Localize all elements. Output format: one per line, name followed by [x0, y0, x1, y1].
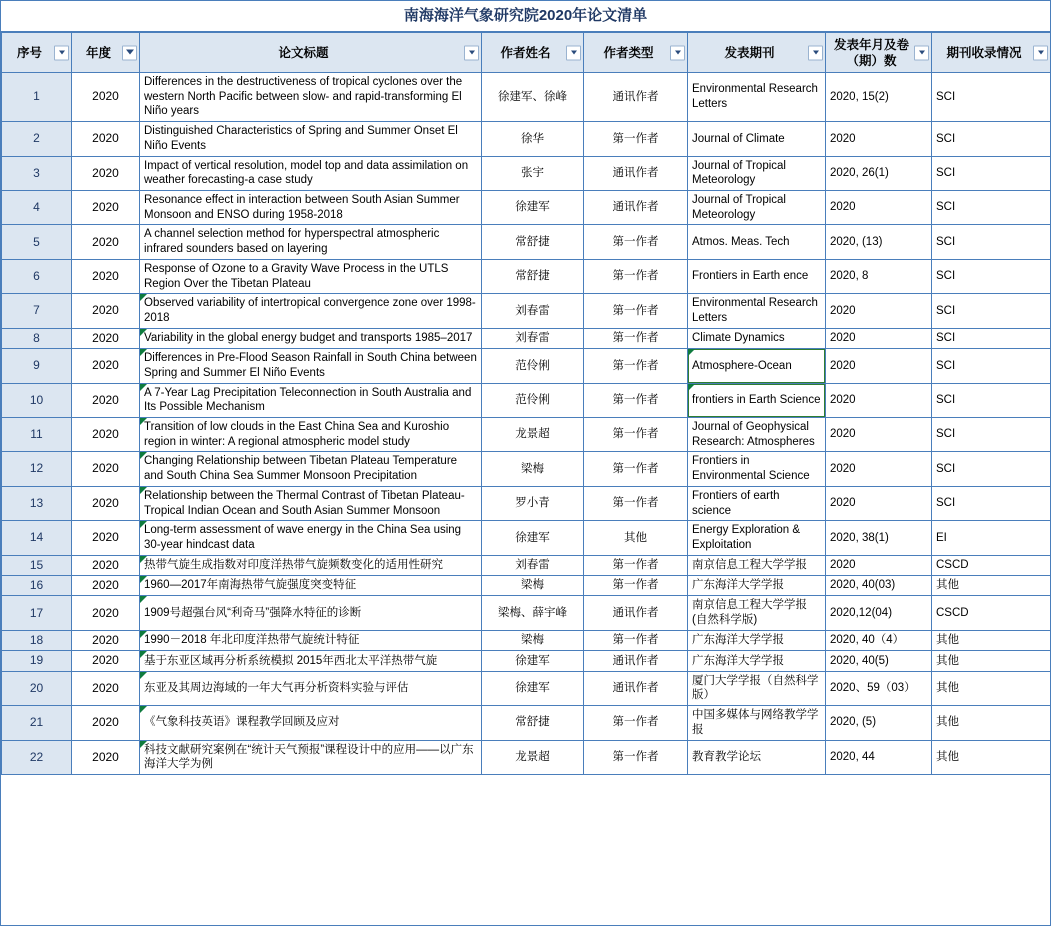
table-row[interactable] — [2, 73, 1051, 122]
cell-type[interactable]: 第一作者 — [584, 225, 688, 259]
cell-no[interactable]: 8 — [2, 328, 72, 348]
cell-type[interactable]: 第一作者 — [584, 630, 688, 650]
cell-index[interactable]: SCI — [932, 294, 1051, 328]
cell-journal[interactable]: 厦门大学学报（自然科学版） — [688, 671, 826, 705]
cell-type[interactable]: 第一作者 — [584, 740, 688, 774]
cell-no[interactable]: 4 — [2, 191, 72, 225]
cell-title[interactable]: 科技文献研究案例在“统计天气预报”课程设计中的应用——以广东海洋大学为例 — [140, 740, 482, 774]
cell-title[interactable]: Long-term assessment of wave energy in the China Sea using 30-year hindcast data — [140, 521, 482, 555]
cell-index[interactable]: SCI — [932, 383, 1051, 417]
cell-type[interactable]: 第一作者 — [584, 706, 688, 740]
cell-journal[interactable]: Journal of Tropical Meteorology — [688, 191, 826, 225]
cell-issue[interactable]: 2020, 38(1) — [826, 521, 932, 555]
cell-no[interactable]: 1 — [2, 73, 72, 122]
cell-index[interactable]: 其他 — [932, 651, 1051, 671]
cell-no[interactable]: 5 — [2, 225, 72, 259]
cell-year[interactable]: 2020 — [72, 156, 140, 190]
cell-author[interactable]: 刘春雷 — [482, 328, 584, 348]
column-header-issue-label: 发表年月及卷（期）数 — [833, 37, 909, 68]
cell-no[interactable]: 21 — [2, 706, 72, 740]
column-header-journal — [688, 33, 826, 73]
cell-no[interactable]: 11 — [2, 418, 72, 452]
cell-year[interactable]: 2020 — [72, 349, 140, 383]
table-row[interactable] — [2, 596, 1051, 630]
cell-year[interactable]: 2020 — [72, 73, 140, 122]
cell-author[interactable]: 龙景超 — [482, 418, 584, 452]
cell-year[interactable]: 2020 — [72, 521, 140, 555]
cell-journal[interactable]: 南京信息工程大学学报 — [688, 555, 826, 575]
cell-author[interactable]: 张宇 — [482, 156, 584, 190]
cell-author[interactable]: 范伶俐 — [482, 349, 584, 383]
cell-year[interactable]: 2020 — [72, 486, 140, 520]
cell-author[interactable]: 徐建军 — [482, 651, 584, 671]
cell-index[interactable]: SCI — [932, 73, 1051, 122]
cell-year[interactable]: 2020 — [72, 740, 140, 774]
cell-type[interactable]: 第一作者 — [584, 122, 688, 156]
cell-issue[interactable]: 2020 — [826, 486, 932, 520]
table-header-row — [2, 33, 1051, 73]
cell-issue[interactable]: 2020, (5) — [826, 706, 932, 740]
cell-title[interactable]: 1960—2017年南海热带气旋强度突变特征 — [140, 576, 482, 596]
cell-journal[interactable]: frontiers in Earth Science — [688, 383, 826, 417]
cell-no[interactable]: 7 — [2, 294, 72, 328]
cell-title[interactable]: 东亚及其周边海域的一年大气再分析资料实验与评估 — [140, 671, 482, 705]
cell-issue[interactable]: 2020, 26(1) — [826, 156, 932, 190]
column-header-index — [932, 33, 1051, 73]
cell-year[interactable]: 2020 — [72, 555, 140, 575]
cell-no[interactable]: 6 — [2, 259, 72, 293]
cell-issue[interactable]: 2020、59（03） — [826, 671, 932, 705]
cell-journal[interactable]: Atmos. Meas. Tech — [688, 225, 826, 259]
cell-type[interactable]: 第一作者 — [584, 486, 688, 520]
cell-no[interactable]: 15 — [2, 555, 72, 575]
column-header-issue — [826, 33, 932, 73]
table-row[interactable] — [2, 486, 1051, 520]
cell-no[interactable]: 17 — [2, 596, 72, 630]
cell-index[interactable]: EI — [932, 521, 1051, 555]
cell-index[interactable]: SCI — [932, 122, 1051, 156]
cell-issue[interactable]: 2020, (13) — [826, 225, 932, 259]
cell-author[interactable]: 梁梅、薛宇峰 — [482, 596, 584, 630]
cell-type[interactable]: 第一作者 — [584, 418, 688, 452]
cell-journal[interactable]: 广东海洋大学学报 — [688, 630, 826, 650]
cell-type[interactable]: 第一作者 — [584, 383, 688, 417]
column-header-title — [140, 33, 482, 73]
filter-dropdown-author-icon[interactable] — [566, 45, 581, 60]
cell-title[interactable]: Differences in the destructiveness of tropical cyclones over the western North Pacific between slow- and rapid-transforming El Niño years — [140, 73, 482, 122]
cell-index[interactable]: SCI — [932, 418, 1051, 452]
cell-title[interactable]: 1990－2018 年北印度洋热带气旋统计特征 — [140, 630, 482, 650]
cell-year[interactable]: 2020 — [72, 294, 140, 328]
table-row[interactable] — [2, 452, 1051, 486]
filter-dropdown-journal-icon[interactable] — [808, 45, 823, 60]
cell-issue[interactable]: 2020, 40(03) — [826, 576, 932, 596]
column-header-no-label: 序号 — [16, 45, 42, 60]
cell-title[interactable]: Distinguished Characteristics of Spring and Summer Onset El Niño Events — [140, 122, 482, 156]
cell-journal[interactable]: Journal of Tropical Meteorology — [688, 156, 826, 190]
cell-year[interactable]: 2020 — [72, 651, 140, 671]
cell-author[interactable]: 范伶俐 — [482, 383, 584, 417]
filter-dropdown-issue-icon[interactable] — [914, 45, 929, 60]
page-title: 南海海洋气象研究院2020年论文清单 — [1, 1, 1050, 32]
cell-issue[interactable]: 2020 — [826, 328, 932, 348]
cell-author[interactable]: 梁梅 — [482, 630, 584, 650]
table-row[interactable] — [2, 259, 1051, 293]
cell-index[interactable]: SCI — [932, 349, 1051, 383]
cell-author[interactable]: 常舒捷 — [482, 706, 584, 740]
cell-year[interactable]: 2020 — [72, 671, 140, 705]
cell-journal[interactable]: Frontiers of earth science — [688, 486, 826, 520]
cell-type[interactable]: 第一作者 — [584, 349, 688, 383]
table-row[interactable] — [2, 156, 1051, 190]
column-header-year — [72, 33, 140, 73]
cell-no[interactable]: 9 — [2, 349, 72, 383]
cell-index[interactable]: SCI — [932, 452, 1051, 486]
cell-issue[interactable]: 2020 — [826, 349, 932, 383]
column-header-title-label: 论文标题 — [278, 45, 329, 60]
column-header-year-label: 年度 — [85, 45, 111, 60]
cell-no[interactable]: 12 — [2, 452, 72, 486]
cell-year[interactable]: 2020 — [72, 259, 140, 293]
cell-issue[interactable]: 2020, 8 — [826, 259, 932, 293]
cell-journal[interactable]: 中国多媒体与网络教学学报 — [688, 706, 826, 740]
cell-author[interactable]: 徐建军 — [482, 521, 584, 555]
table-row[interactable] — [2, 651, 1051, 671]
cell-no[interactable]: 14 — [2, 521, 72, 555]
cell-no[interactable]: 10 — [2, 383, 72, 417]
cell-author[interactable]: 梁梅 — [482, 452, 584, 486]
cell-index[interactable]: 其他 — [932, 706, 1051, 740]
cell-issue[interactable]: 2020, 40（4） — [826, 630, 932, 650]
column-header-index-label: 期刊收录情况 — [946, 45, 1022, 60]
cell-type[interactable]: 第一作者 — [584, 328, 688, 348]
cell-type[interactable]: 第一作者 — [584, 259, 688, 293]
cell-issue[interactable]: 2020, 44 — [826, 740, 932, 774]
filter-funnel-year-icon[interactable] — [122, 45, 137, 60]
column-header-type — [584, 33, 688, 73]
cell-year[interactable]: 2020 — [72, 576, 140, 596]
cell-no[interactable]: 2 — [2, 122, 72, 156]
cell-year[interactable]: 2020 — [72, 328, 140, 348]
cell-title[interactable]: Changing Relationship between Tibetan Plateau Temperature and South China Sea Summer Monsoon Precipitation — [140, 452, 482, 486]
cell-author[interactable]: 龙景超 — [482, 740, 584, 774]
cell-journal[interactable]: Frontiers in Earth ence — [688, 259, 826, 293]
table-row[interactable] — [2, 122, 1051, 156]
cell-title[interactable]: A channel selection method for hyperspectral atmospheric infrared sounders based on layering — [140, 225, 482, 259]
cell-issue[interactable]: 2020 — [826, 122, 932, 156]
cell-journal[interactable]: Frontiers in Environmental Science — [688, 452, 826, 486]
cell-year[interactable]: 2020 — [72, 225, 140, 259]
cell-index[interactable]: CSCD — [932, 555, 1051, 575]
table-body — [2, 73, 1051, 775]
cell-journal[interactable]: 广东海洋大学学报 — [688, 651, 826, 671]
cell-index[interactable]: 其他 — [932, 630, 1051, 650]
cell-no[interactable]: 3 — [2, 156, 72, 190]
cell-journal[interactable]: 南京信息工程大学学报(自然科学版) — [688, 596, 826, 630]
cell-issue[interactable]: 2020 — [826, 418, 932, 452]
cell-issue[interactable]: 2020, 15(2) — [826, 73, 932, 122]
cell-title[interactable]: Variability in the global energy budget and transports 1985–2017 — [140, 328, 482, 348]
column-header-journal-label: 发表期刊 — [724, 45, 775, 60]
cell-issue[interactable]: 2020 — [826, 452, 932, 486]
column-header-no — [2, 33, 72, 73]
cell-index[interactable]: SCI — [932, 486, 1051, 520]
cell-type[interactable]: 其他 — [584, 521, 688, 555]
cell-issue[interactable]: 2020 — [826, 294, 932, 328]
cell-issue[interactable]: 2020, 40(5) — [826, 651, 932, 671]
cell-no[interactable]: 20 — [2, 671, 72, 705]
cell-year[interactable]: 2020 — [72, 630, 140, 650]
cell-issue[interactable]: 2020,12(04) — [826, 596, 932, 630]
cell-index[interactable]: 其他 — [932, 671, 1051, 705]
cell-type[interactable]: 通讯作者 — [584, 191, 688, 225]
cell-no[interactable]: 16 — [2, 576, 72, 596]
cell-title[interactable]: 《气象科技英语》课程教学回顾及应对 — [140, 706, 482, 740]
cell-author[interactable]: 徐建军、徐峰 — [482, 73, 584, 122]
cell-index[interactable]: SCI — [932, 328, 1051, 348]
cell-author[interactable]: 梁梅 — [482, 576, 584, 596]
cell-journal[interactable]: Atmosphere-Ocean — [688, 349, 826, 383]
cell-index[interactable]: CSCD — [932, 596, 1051, 630]
cell-title[interactable]: 基于东亚区域再分析系统模拟 2015年西北太平洋热带气旋 — [140, 651, 482, 671]
table-row[interactable] — [2, 706, 1051, 740]
cell-author[interactable]: 罗小青 — [482, 486, 584, 520]
cell-author[interactable]: 徐建军 — [482, 671, 584, 705]
cell-type[interactable]: 第一作者 — [584, 452, 688, 486]
cell-author[interactable]: 刘春雷 — [482, 555, 584, 575]
cell-title[interactable]: Resonance effect in interaction between South Asian Summer Monsoon and ENSO during 1958-2018 — [140, 191, 482, 225]
filter-dropdown-index-icon[interactable] — [1033, 45, 1048, 60]
table-row[interactable] — [2, 349, 1051, 383]
cell-no[interactable]: 19 — [2, 651, 72, 671]
cell-journal[interactable]: Climate Dynamics — [688, 328, 826, 348]
table-row[interactable] — [2, 521, 1051, 555]
table-row[interactable] — [2, 383, 1051, 417]
table-row[interactable] — [2, 555, 1051, 575]
cell-title[interactable]: Impact of vertical resolution, model top and data assimilation on weather forecasting-a case study — [140, 156, 482, 190]
column-header-type-label: 作者类型 — [603, 45, 654, 60]
cell-type[interactable]: 通讯作者 — [584, 156, 688, 190]
cell-no[interactable]: 18 — [2, 630, 72, 650]
cell-issue[interactable]: 2020 — [826, 191, 932, 225]
cell-index[interactable]: 其他 — [932, 740, 1051, 774]
cell-no[interactable]: 22 — [2, 740, 72, 774]
column-header-author-label: 作者姓名 — [500, 45, 551, 60]
cell-index[interactable]: SCI — [932, 191, 1051, 225]
cell-journal[interactable]: Environmental Research Letters — [688, 73, 826, 122]
cell-year[interactable]: 2020 — [72, 191, 140, 225]
cell-index[interactable]: 其他 — [932, 576, 1051, 596]
cell-type[interactable]: 第一作者 — [584, 576, 688, 596]
papers-table — [1, 32, 1051, 775]
cell-type[interactable]: 第一作者 — [584, 294, 688, 328]
cell-year[interactable]: 2020 — [72, 383, 140, 417]
cell-title[interactable]: A 7-Year Lag Precipitation Teleconnection in South Australia and Its Possible Mechanism — [140, 383, 482, 417]
cell-index[interactable]: SCI — [932, 156, 1051, 190]
table-row[interactable] — [2, 418, 1051, 452]
cell-title[interactable]: Relationship between the Thermal Contrast of Tibetan Plateau-Tropical Indian Ocean and South Asian Summer Monsoon — [140, 486, 482, 520]
cell-type[interactable]: 通讯作者 — [584, 596, 688, 630]
cell-title[interactable]: Differences in Pre-Flood Season Rainfall in South China between Spring and Summer El Niño Events — [140, 349, 482, 383]
cell-journal[interactable]: Environmental Research Letters — [688, 294, 826, 328]
cell-journal[interactable]: Energy Exploration & Exploitation — [688, 521, 826, 555]
cell-author[interactable]: 徐建军 — [482, 191, 584, 225]
cell-author[interactable]: 徐华 — [482, 122, 584, 156]
cell-year[interactable]: 2020 — [72, 596, 140, 630]
cell-no[interactable]: 13 — [2, 486, 72, 520]
table-row[interactable] — [2, 671, 1051, 705]
column-header-author — [482, 33, 584, 73]
cell-title[interactable]: 1909号超强台风“利奇马”强降水特征的诊断 — [140, 596, 482, 630]
filter-dropdown-type-icon[interactable] — [670, 45, 685, 60]
cell-type[interactable]: 第一作者 — [584, 555, 688, 575]
cell-year[interactable]: 2020 — [72, 706, 140, 740]
table-row[interactable] — [2, 328, 1051, 348]
cell-journal[interactable]: 广东海洋大学学报 — [688, 576, 826, 596]
table-row[interactable] — [2, 225, 1051, 259]
cell-journal[interactable]: Journal of Geophysical Research: Atmospheres — [688, 418, 826, 452]
filter-dropdown-title-icon[interactable] — [464, 45, 479, 60]
cell-index[interactable]: SCI — [932, 259, 1051, 293]
cell-journal[interactable]: Journal of Climate — [688, 122, 826, 156]
cell-issue[interactable]: 2020 — [826, 555, 932, 575]
cell-author[interactable]: 常舒捷 — [482, 259, 584, 293]
table-row[interactable] — [2, 294, 1051, 328]
cell-title[interactable]: Transition of low clouds in the East China Sea and Kuroshio region in winter: A regional atmospheric model study — [140, 418, 482, 452]
cell-year[interactable]: 2020 — [72, 418, 140, 452]
table-row[interactable] — [2, 740, 1051, 774]
table-row[interactable] — [2, 630, 1051, 650]
cell-author[interactable]: 常舒捷 — [482, 225, 584, 259]
table-row[interactable] — [2, 191, 1051, 225]
cell-index[interactable]: SCI — [932, 225, 1051, 259]
cell-type[interactable]: 通讯作者 — [584, 651, 688, 671]
cell-issue[interactable]: 2020 — [826, 383, 932, 417]
filter-dropdown-no-icon[interactable] — [54, 45, 69, 60]
cell-year[interactable]: 2020 — [72, 122, 140, 156]
cell-type[interactable]: 通讯作者 — [584, 671, 688, 705]
cell-year[interactable]: 2020 — [72, 452, 140, 486]
cell-title[interactable]: 热带气旋生成指数对印度洋热带气旋频数变化的适用性研究 — [140, 555, 482, 575]
table-row[interactable] — [2, 576, 1051, 596]
cell-type[interactable]: 通讯作者 — [584, 73, 688, 122]
cell-journal[interactable]: 教育教学论坛 — [688, 740, 826, 774]
cell-author[interactable]: 刘春雷 — [482, 294, 584, 328]
cell-title[interactable]: Observed variability of intertropical convergence zone over 1998-2018 — [140, 294, 482, 328]
cell-title[interactable]: Response of Ozone to a Gravity Wave Process in the UTLS Region Over the Tibetan Plateau — [140, 259, 482, 293]
